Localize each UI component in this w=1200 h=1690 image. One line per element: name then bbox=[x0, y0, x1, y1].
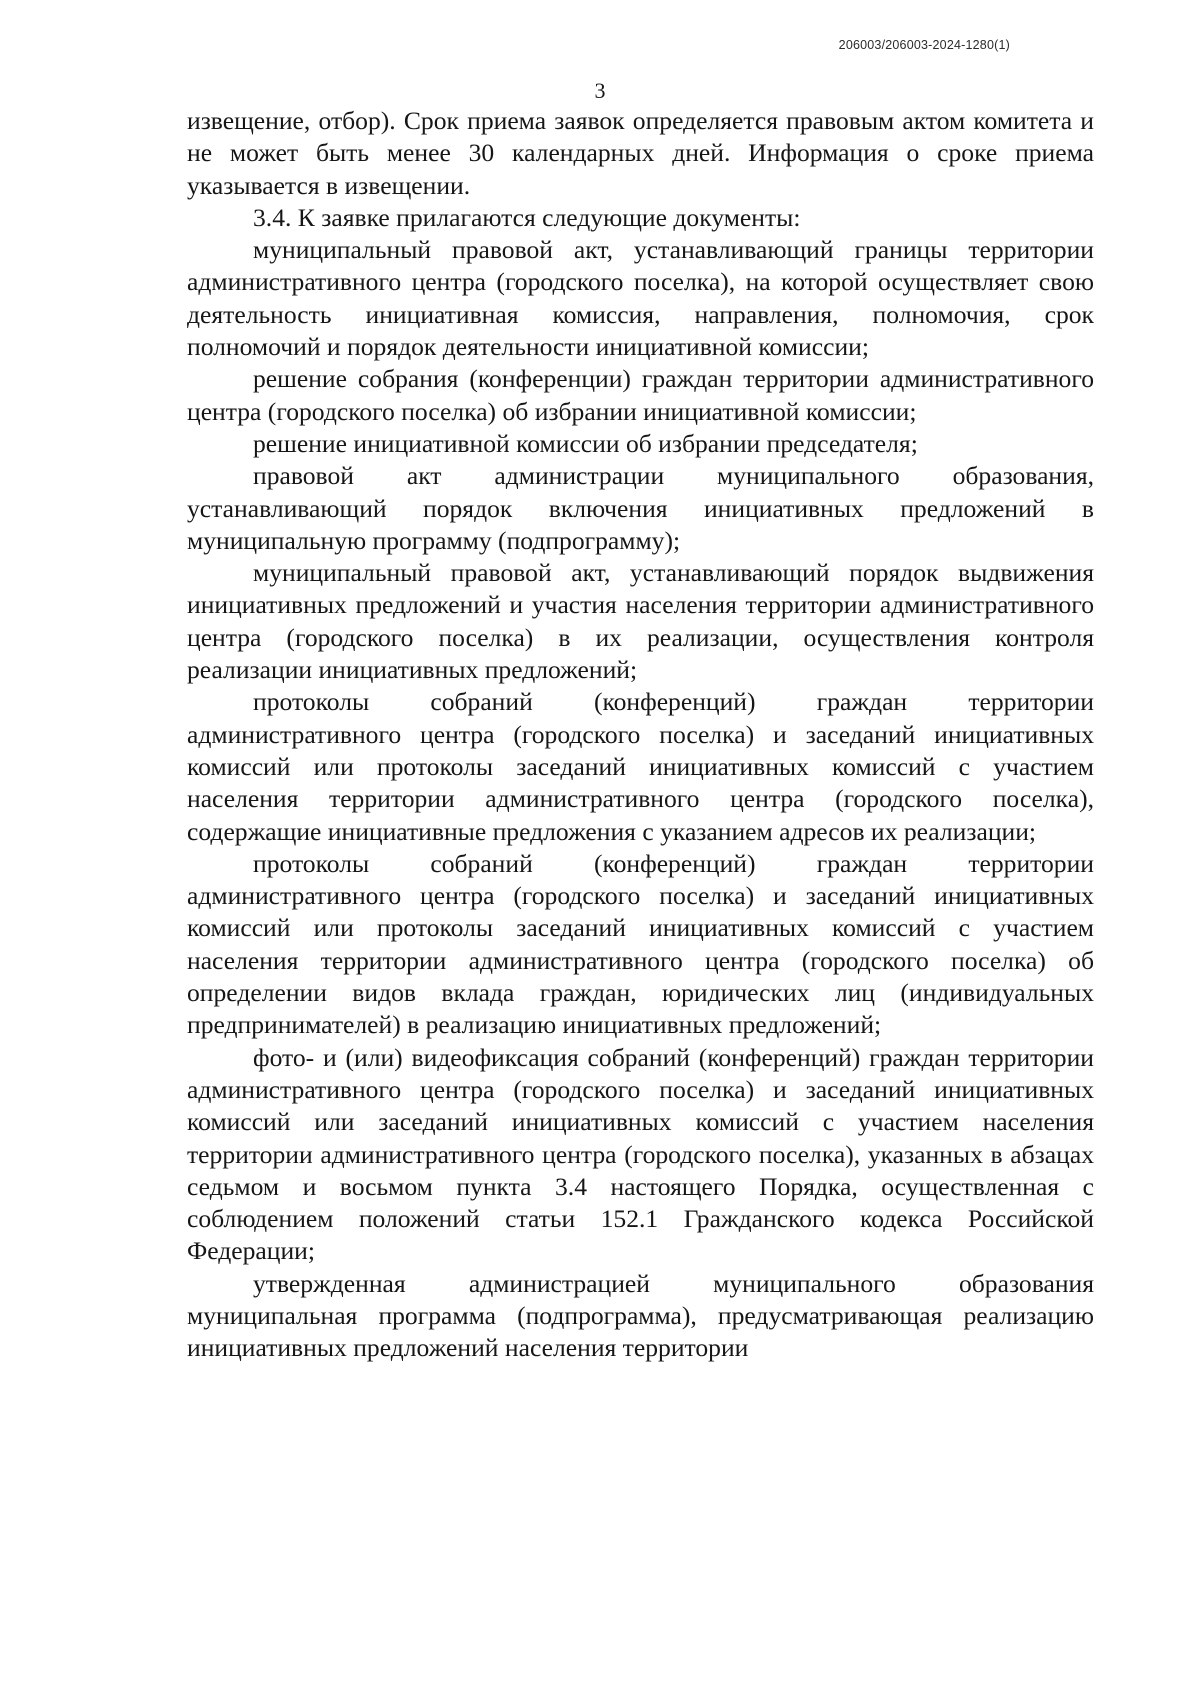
list-item-meeting-decision: решение собрания (конференции) граждан территории административного центра (городского поселка) об избрании инициативной комиссии; bbox=[187, 364, 1094, 426]
list-item-nomination-act: муниципальный правовой акт, устанавливающий порядок выдвижения инициативных предложений и участия населения территории административного центра (городского поселка) в их реализации, осуществления контроля реализации инициативных предложений; bbox=[187, 558, 1094, 685]
document-body bbox=[187, 105, 1094, 1365]
list-item-protocols-addresses: протоколы собраний (конференций) граждан территории административного центра (городского поселка) и заседаний инициативных комиссий или протоколы заседаний инициативных комиссий с участием населения территории административного центра (городского поселка), содержащие инициативные предложения с указанием адресов их реализации; bbox=[187, 687, 1094, 846]
list-item-approved-program: утвержденная администрацией муниципального образования муниципальная программа (подпрограмма), предусматривающая реализацию инициативных предложений населения территории bbox=[187, 1268, 1094, 1363]
list-item-chairman-decision: решение инициативной комиссии об избрании председателя; bbox=[253, 428, 918, 458]
list-item-boundaries-act: муниципальный правовой акт, устанавливающий границы территории административного центра (городского поселка), на которой осуществляет свою деятельность инициативная комиссия, направления, полномочия, срок полномочий и порядок деятельности инициативной комиссии; bbox=[187, 235, 1094, 362]
list-item-administration-act: правовой акт администрации муниципального образования, устанавливающий порядок включения инициативных предложений в муниципальную программу (подпрограмму); bbox=[187, 461, 1094, 555]
list-item-photo-video: фото- и (или) видеофиксация собраний (конференций) граждан территории административного центра (городского поселка) и заседаний инициативных комиссий или заседаний инициативных комиссий с участием населения территории административного центра (городского поселка), указанных в абзацах седьмом и восьмом пункта 3.4 настоящего Порядка, осуществленная с соблюдением положений статьи 152.1 Гражданского кодекса Российской Федерации; bbox=[187, 1042, 1094, 1266]
paragraph-item-3-4: 3.4. К заявке прилагаются следующие документы: bbox=[253, 202, 801, 232]
page-number: 3 bbox=[594, 78, 606, 103]
list-item-protocols-contribution: протоколы собраний (конференций) граждан территории административного центра (городского поселка) и заседаний инициативных комиссий или протоколы заседаний инициативных комиссий с участием населения территории административного центра (городского поселка) об определении видов вклада граждан, юридических лиц (индивидуальных предпринимателей) в реализацию инициативных предложений; bbox=[187, 848, 1094, 1040]
document-id: 206003/206003-2024-1280(1) bbox=[838, 38, 1010, 52]
paragraph-continuation: извещение, отбор). Срок приема заявок определяется правовым актом комитета и не может быть менее 30 календарных дней. Информация о сроке приема указывается в извещении. bbox=[187, 106, 1094, 200]
